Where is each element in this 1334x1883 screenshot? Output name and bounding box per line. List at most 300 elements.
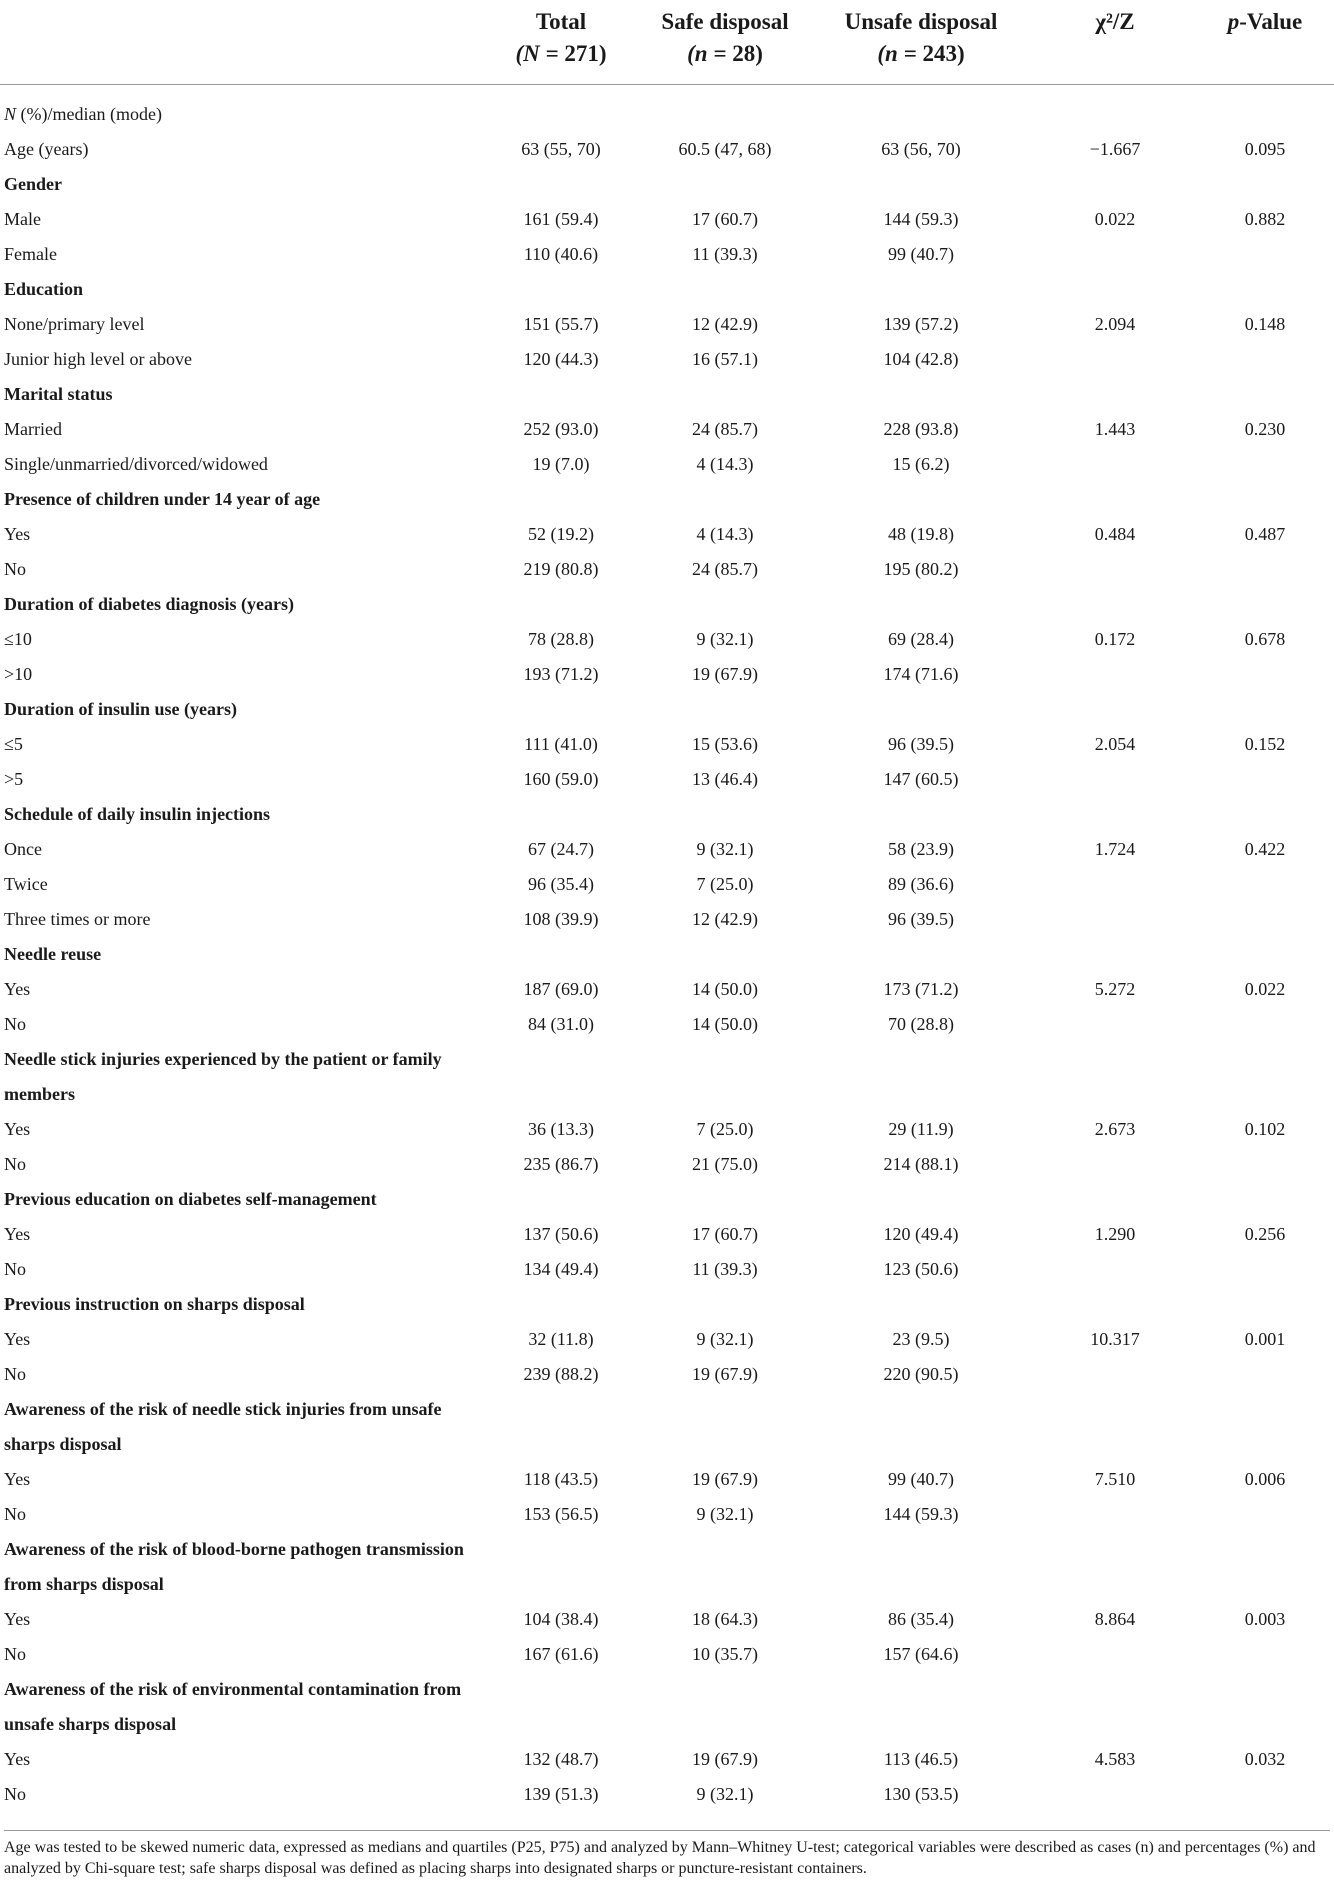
statistic-cell — [1034, 342, 1196, 377]
group-heading: Marital status — [4, 384, 113, 404]
total-cell: 132 (48.7) — [523, 1749, 599, 1769]
statistic-cell — [1034, 482, 1196, 517]
table-row — [0, 1462, 1334, 1497]
total-cell: 63 (55, 70) — [521, 139, 601, 159]
group-heading-row — [0, 692, 1334, 727]
total-cell: 161 (59.4) — [523, 209, 599, 229]
table-row — [0, 1322, 1334, 1357]
unsafe-cell: 58 (23.9) — [888, 839, 954, 859]
row-label: No — [4, 1154, 26, 1174]
safe-cell — [642, 587, 808, 622]
row-label: Married — [4, 419, 62, 439]
row-label: None/primary level — [4, 314, 145, 334]
statistic-cell — [1034, 1392, 1196, 1462]
total-cell — [480, 377, 642, 412]
safe-cell: 24 (85.7) — [692, 559, 758, 579]
group-heading-row — [0, 1042, 1334, 1112]
total-cell — [480, 797, 642, 832]
statistic-cell — [1034, 797, 1196, 832]
statistic-cell — [1034, 1042, 1196, 1112]
safe-cell: 12 (42.9) — [692, 909, 758, 929]
group-heading: Previous education on diabetes self-management — [4, 1189, 377, 1209]
p-value-cell: 0.882 — [1244, 209, 1286, 229]
statistic-cell: 1.724 — [1094, 839, 1136, 859]
total-cell: 235 (86.7) — [523, 1154, 599, 1174]
header-unsafe-label: Unsafe disposal — [844, 9, 998, 34]
statistic-cell — [1034, 1637, 1196, 1672]
total-cell — [480, 587, 642, 622]
group-heading: Presence of children under 14 year of age — [4, 489, 321, 509]
statistic-cell — [1034, 1147, 1196, 1182]
total-cell: 134 (49.4) — [523, 1259, 599, 1279]
header-row — [0, 0, 1334, 85]
header-total — [480, 0, 642, 85]
safe-cell — [642, 1672, 808, 1742]
safe-cell — [642, 1287, 808, 1322]
group-heading-row — [0, 167, 1334, 202]
total-cell — [480, 1532, 642, 1602]
unsafe-cell: 139 (57.2) — [883, 314, 959, 334]
p-value-cell — [1196, 867, 1334, 902]
unsafe-cell: 96 (39.5) — [888, 909, 954, 929]
unsafe-cell — [808, 797, 1034, 832]
p-value-cell — [1196, 1147, 1334, 1182]
header-safe — [642, 0, 808, 85]
group-heading-row — [0, 1392, 1334, 1462]
p-value-cell — [1196, 1252, 1334, 1287]
unsafe-cell — [808, 167, 1034, 202]
safe-cell: 19 (67.9) — [692, 1364, 758, 1384]
header-total-n — [480, 38, 642, 70]
row-label: >10 — [4, 664, 33, 684]
statistic-cell — [1034, 1357, 1196, 1392]
total-cell — [480, 482, 642, 517]
safe-cell: 21 (75.0) — [692, 1154, 758, 1174]
p-value-cell — [1196, 797, 1334, 832]
p-value-cell — [1196, 1777, 1334, 1818]
statistic-cell — [1034, 1182, 1196, 1217]
table-row — [0, 657, 1334, 692]
total-cell — [480, 272, 642, 307]
statistic-cell — [1034, 1532, 1196, 1602]
statistic-cell: 1.443 — [1094, 419, 1136, 439]
total-cell: 84 (31.0) — [528, 1014, 594, 1034]
p-value-cell: 0.001 — [1244, 1329, 1286, 1349]
statistic-cell — [1034, 867, 1196, 902]
safe-cell: 18 (64.3) — [692, 1609, 758, 1629]
p-value-cell: 0.422 — [1244, 839, 1286, 859]
total-cell — [480, 1287, 642, 1322]
header-total-label: Total — [535, 9, 587, 34]
total-cell: 193 (71.2) — [523, 664, 599, 684]
total-cell: 118 (43.5) — [523, 1469, 599, 1489]
statistic-cell — [1034, 1252, 1196, 1287]
table-row — [0, 1217, 1334, 1252]
note-cell — [0, 85, 480, 133]
p-value-cell — [1196, 692, 1334, 727]
row-label: Yes — [4, 979, 31, 999]
safe-cell: 10 (35.7) — [692, 1644, 758, 1664]
total-cell — [480, 167, 642, 202]
total-cell: 96 (35.4) — [528, 874, 594, 894]
table-row — [0, 1742, 1334, 1777]
p-value-cell — [1196, 1672, 1334, 1742]
row-label: Junior high level or above — [4, 349, 192, 369]
total-cell: 219 (80.8) — [523, 559, 599, 579]
row-label: ≤5 — [4, 734, 23, 754]
statistic-cell: 4.583 — [1094, 1749, 1136, 1769]
unsafe-cell: 113 (46.5) — [883, 1749, 959, 1769]
safe-cell: 16 (57.1) — [692, 349, 758, 369]
unsafe-cell: 195 (80.2) — [883, 559, 959, 579]
total-cell — [480, 1672, 642, 1742]
p-value-cell — [1196, 237, 1334, 272]
total-cell: 153 (56.5) — [523, 1504, 599, 1524]
unsafe-cell: 144 (59.3) — [883, 209, 959, 229]
p-value-cell — [1196, 1042, 1334, 1112]
table-row — [0, 1147, 1334, 1182]
header-p-italic: p — [1227, 9, 1240, 34]
total-cell: 36 (13.3) — [528, 1119, 594, 1139]
unsafe-cell — [808, 1287, 1034, 1322]
statistic-cell: 7.510 — [1094, 1469, 1136, 1489]
safe-cell: 19 (67.9) — [692, 664, 758, 684]
unsafe-cell: 48 (19.8) — [888, 524, 954, 544]
safe-cell — [642, 797, 808, 832]
row-label: >5 — [4, 769, 24, 789]
unsafe-cell: 104 (42.8) — [883, 349, 959, 369]
row-label: Yes — [4, 1119, 31, 1139]
safe-cell — [642, 482, 808, 517]
safe-cell — [642, 1392, 808, 1462]
unsafe-cell: 86 (35.4) — [888, 1609, 954, 1629]
group-heading-row — [0, 797, 1334, 832]
group-heading: Gender — [4, 174, 62, 194]
row-label: Yes — [4, 1749, 31, 1769]
total-cell: 104 (38.4) — [523, 1609, 599, 1629]
header-safe-n-value: 28) — [732, 41, 763, 66]
safe-cell: 7 (25.0) — [696, 1119, 754, 1139]
p-value-cell — [1196, 937, 1334, 972]
header-unsafe — [808, 0, 1034, 85]
safe-cell: 15 (53.6) — [692, 734, 758, 754]
note-italic: N — [4, 104, 17, 124]
table-row — [0, 902, 1334, 937]
safe-cell: 4 (14.3) — [696, 454, 754, 474]
p-value-cell — [1196, 552, 1334, 587]
p-value-cell: 0.230 — [1244, 419, 1286, 439]
safe-cell: 14 (50.0) — [692, 979, 758, 999]
unsafe-cell — [808, 1392, 1034, 1462]
p-value-cell — [1196, 1497, 1334, 1532]
safe-cell: 9 (32.1) — [696, 629, 754, 649]
total-cell: 19 (7.0) — [532, 454, 590, 474]
safe-cell — [642, 1182, 808, 1217]
safe-cell — [642, 1042, 808, 1112]
statistic-cell: 2.673 — [1094, 1119, 1136, 1139]
p-value-cell — [1196, 587, 1334, 622]
statistic-cell: 5.272 — [1094, 979, 1136, 999]
p-value-cell — [1196, 1182, 1334, 1217]
total-cell: 239 (88.2) — [523, 1364, 599, 1384]
row-label: Three times or more — [4, 909, 151, 929]
statistic-cell — [1034, 552, 1196, 587]
group-heading: Duration of diabetes diagnosis (years) — [4, 594, 295, 614]
safe-cell — [642, 692, 808, 727]
p-value-cell — [1196, 657, 1334, 692]
group-heading: Needle reuse — [4, 944, 102, 964]
unsafe-cell — [808, 1182, 1034, 1217]
unsafe-cell: 174 (71.6) — [883, 664, 959, 684]
table-row — [0, 1357, 1334, 1392]
unsafe-cell — [808, 587, 1034, 622]
total-cell: 67 (24.7) — [528, 839, 594, 859]
statistic-cell — [1034, 657, 1196, 692]
p-value-cell: 0.152 — [1244, 734, 1286, 754]
table-row — [0, 1497, 1334, 1532]
row-label: Once — [4, 839, 42, 859]
p-value-cell — [1196, 1532, 1334, 1602]
unsafe-cell — [808, 937, 1034, 972]
group-heading: Awareness of the risk of needle stick injuries from unsafe sharps disposal — [4, 1399, 442, 1454]
statistic-cell — [1034, 1672, 1196, 1742]
p-value-cell — [1196, 1637, 1334, 1672]
safe-cell — [642, 377, 808, 412]
p-value-cell — [1196, 1007, 1334, 1042]
statistic-cell — [1034, 902, 1196, 937]
total-cell: 160 (59.0) — [523, 769, 599, 789]
group-heading: Duration of insulin use (years) — [4, 699, 238, 719]
unsafe-cell: 99 (40.7) — [888, 244, 954, 264]
statistic-cell — [1034, 587, 1196, 622]
safe-cell: 17 (60.7) — [692, 209, 758, 229]
table-header — [0, 0, 1334, 85]
statistic-cell: 1.290 — [1094, 1224, 1136, 1244]
p-value-cell — [1196, 377, 1334, 412]
statistic-cell — [1034, 167, 1196, 202]
total-cell: 187 (69.0) — [523, 979, 599, 999]
group-heading: Needle stick injuries experienced by the patient or family members — [4, 1049, 442, 1104]
p-value-cell: 0.102 — [1244, 1119, 1286, 1139]
group-heading-row — [0, 1287, 1334, 1322]
statistic-cell: 2.094 — [1094, 314, 1136, 334]
total-cell — [480, 1042, 642, 1112]
total-cell: 78 (28.8) — [528, 629, 594, 649]
statistic-cell: 10.317 — [1090, 1329, 1140, 1349]
group-heading-row — [0, 1182, 1334, 1217]
p-value-cell: 0.003 — [1244, 1609, 1286, 1629]
table-row — [0, 1007, 1334, 1042]
unsafe-cell — [808, 272, 1034, 307]
table-row — [0, 412, 1334, 447]
row-label: Twice — [4, 874, 48, 894]
unsafe-cell: 96 (39.5) — [888, 734, 954, 754]
safe-cell: 13 (46.4) — [692, 769, 758, 789]
safe-cell: 14 (50.0) — [692, 1014, 758, 1034]
p-value-cell: 0.487 — [1244, 524, 1286, 544]
header-total-n-value: 271) — [564, 41, 607, 66]
table-row — [0, 972, 1334, 1007]
safe-cell: 19 (67.9) — [692, 1749, 758, 1769]
group-heading-row — [0, 1672, 1334, 1742]
row-label: No — [4, 559, 26, 579]
total-cell: 108 (39.9) — [523, 909, 599, 929]
header-safe-n-prefix: (n = — [687, 41, 733, 66]
row-label: No — [4, 1504, 26, 1524]
total-cell: 110 (40.6) — [523, 244, 599, 264]
table-row — [0, 202, 1334, 237]
statistic-cell: −1.667 — [1089, 139, 1141, 159]
group-heading: Awareness of the risk of blood-borne pathogen transmission from sharps disposal — [4, 1539, 464, 1594]
total-cell: 167 (61.6) — [523, 1644, 599, 1664]
row-label: No — [4, 1259, 26, 1279]
statistic-cell: 0.484 — [1094, 524, 1136, 544]
statistic-cell: 8.864 — [1094, 1609, 1136, 1629]
note-row — [0, 85, 1334, 133]
header-statistic: χ²/Z — [1034, 0, 1196, 85]
table-row — [0, 762, 1334, 797]
statistic-cell — [1034, 1777, 1196, 1818]
table-row — [0, 1112, 1334, 1147]
row-label: Age (years) — [4, 139, 89, 159]
statistic-cell — [1034, 272, 1196, 307]
header-unsafe-n — [808, 38, 1034, 70]
p-value-cell — [1196, 482, 1334, 517]
statistic-cell — [1034, 692, 1196, 727]
total-cell: 151 (55.7) — [523, 314, 599, 334]
total-cell: 52 (19.2) — [528, 524, 594, 544]
header-safe-n — [642, 38, 808, 70]
header-p-value — [1196, 0, 1334, 85]
table-row — [0, 1252, 1334, 1287]
header-unsafe-n-prefix: (n = — [877, 41, 923, 66]
group-heading: Previous instruction on sharps disposal — [4, 1294, 305, 1314]
safe-cell: 9 (32.1) — [696, 1784, 754, 1804]
row-label: Female — [4, 244, 57, 264]
table-row — [0, 307, 1334, 342]
p-value-cell: 0.095 — [1244, 139, 1286, 159]
table-row — [0, 552, 1334, 587]
unsafe-cell: 147 (60.5) — [883, 769, 959, 789]
total-cell: 137 (50.6) — [523, 1224, 599, 1244]
row-label: Yes — [4, 1329, 31, 1349]
statistic-cell — [1034, 762, 1196, 797]
safe-cell: 19 (67.9) — [692, 1469, 758, 1489]
safe-cell — [642, 1532, 808, 1602]
row-label: Yes — [4, 1469, 31, 1489]
table-row — [0, 517, 1334, 552]
statistic-cell: 0.022 — [1094, 209, 1136, 229]
p-value-cell: 0.006 — [1244, 1469, 1286, 1489]
statistic-cell — [1034, 237, 1196, 272]
p-value-cell: 0.148 — [1244, 314, 1286, 334]
safe-cell: 9 (32.1) — [696, 1329, 754, 1349]
unsafe-cell: 144 (59.3) — [883, 1504, 959, 1524]
safe-cell — [642, 272, 808, 307]
statistic-cell — [1034, 447, 1196, 482]
p-value-cell — [1196, 1392, 1334, 1462]
unsafe-cell: 123 (50.6) — [883, 1259, 959, 1279]
unsafe-cell: 23 (9.5) — [892, 1329, 950, 1349]
row-label: No — [4, 1784, 26, 1804]
unsafe-cell: 70 (28.8) — [888, 1014, 954, 1034]
p-value-cell — [1196, 447, 1334, 482]
total-cell: 120 (44.3) — [523, 349, 599, 369]
total-cell — [480, 937, 642, 972]
p-value-cell — [1196, 272, 1334, 307]
p-value-cell: 0.678 — [1244, 629, 1286, 649]
p-value-cell — [1196, 1357, 1334, 1392]
p-value-cell: 0.022 — [1244, 979, 1286, 999]
group-heading-row — [0, 1532, 1334, 1602]
table-row — [0, 727, 1334, 762]
row-label: Single/unmarried/divorced/widowed — [4, 454, 268, 474]
unsafe-cell: 63 (56, 70) — [881, 139, 961, 159]
unsafe-cell — [808, 1042, 1034, 1112]
row-label: No — [4, 1364, 26, 1384]
table-row — [0, 447, 1334, 482]
unsafe-cell: 89 (36.6) — [888, 874, 954, 894]
unsafe-cell — [808, 1532, 1034, 1602]
group-heading-row — [0, 587, 1334, 622]
total-cell: 139 (51.3) — [523, 1784, 599, 1804]
unsafe-cell — [808, 1672, 1034, 1742]
total-cell — [480, 1392, 642, 1462]
row-label: No — [4, 1644, 26, 1664]
statistic-cell: 2.054 — [1094, 734, 1136, 754]
unsafe-cell: 29 (11.9) — [888, 1119, 954, 1139]
group-heading-row — [0, 937, 1334, 972]
p-value-cell: 0.032 — [1244, 1749, 1286, 1769]
total-cell: 32 (11.8) — [528, 1329, 594, 1349]
safe-cell — [642, 167, 808, 202]
group-heading: Awareness of the risk of environmental contamination from unsafe sharps disposal — [4, 1679, 462, 1734]
p-value-cell — [1196, 902, 1334, 937]
row-label: Male — [4, 209, 41, 229]
safe-cell: 24 (85.7) — [692, 419, 758, 439]
group-heading: Education — [4, 279, 84, 299]
unsafe-cell: 173 (71.2) — [883, 979, 959, 999]
total-cell — [480, 1182, 642, 1217]
safe-cell: 11 (39.3) — [692, 244, 758, 264]
safe-cell — [642, 937, 808, 972]
header-variable — [0, 0, 480, 85]
unsafe-cell — [808, 482, 1034, 517]
row-label: ≤10 — [4, 629, 32, 649]
statistic-cell — [1034, 1287, 1196, 1322]
unsafe-cell: 99 (40.7) — [888, 1469, 954, 1489]
group-heading-row — [0, 377, 1334, 412]
safe-cell: 4 (14.3) — [696, 524, 754, 544]
unsafe-cell: 220 (90.5) — [883, 1364, 959, 1384]
table-body — [0, 85, 1334, 1819]
unsafe-cell: 120 (49.4) — [883, 1224, 959, 1244]
table-row — [0, 1637, 1334, 1672]
group-heading-row — [0, 482, 1334, 517]
unsafe-cell: 130 (53.5) — [883, 1784, 959, 1804]
header-p-rest: -Value — [1239, 9, 1303, 34]
header-unsafe-n-value: 243) — [922, 41, 965, 66]
unsafe-cell: 157 (64.6) — [883, 1644, 959, 1664]
unsafe-cell: 15 (6.2) — [892, 454, 950, 474]
unsafe-cell — [808, 692, 1034, 727]
table-row — [0, 1602, 1334, 1637]
unsafe-cell: 228 (93.8) — [883, 419, 959, 439]
total-cell: 252 (93.0) — [523, 419, 599, 439]
p-value-cell: 0.256 — [1244, 1224, 1286, 1244]
safe-cell: 11 (39.3) — [692, 1259, 758, 1279]
row-label: Yes — [4, 1224, 31, 1244]
